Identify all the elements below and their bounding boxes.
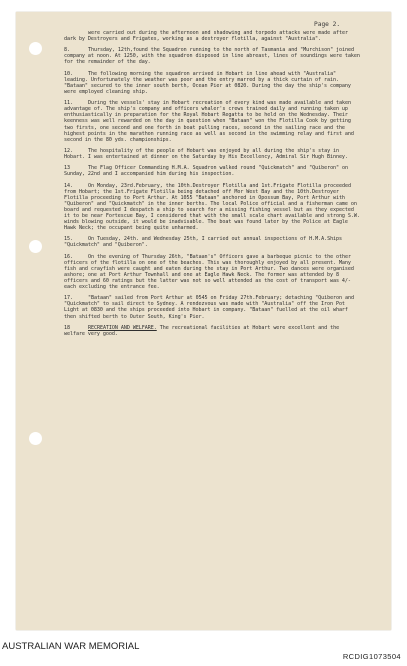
paragraph-number: 18 xyxy=(64,324,70,331)
paragraph-number: 17. xyxy=(64,295,73,302)
paragraph-text: The hospitality of the people of Hobart was enjoyed by all during the ship's stay in Hobart. I was entertained at dinner on the Saturday by His Excellency, Admiral Sir Hugh Binney. xyxy=(64,147,348,160)
paragraph-text: On the evening of Thursday 26th, "Bataan's" Officers gave a barbeque picnic to the other officers of the flotilla on one of the beaches. This was thoroughly enjoyed by all present. Many fish and crayfish were caught and eaten during the stay in Port Arthur. Two dances were organised ashore; one at Port Arthur Townhall and one at Eagle Hawk Neck. The former was attended by 8 officers and 60 ratings but the latter was not so well attended as the cost of transport was 4/- each excluding the entrance fee. xyxy=(64,253,354,291)
paragraph-number: 16. xyxy=(64,253,73,260)
punch-hole xyxy=(29,240,42,253)
paragraph xyxy=(64,47,360,65)
archive-footer xyxy=(0,636,407,666)
section-heading: RECREATION AND WELFARE. xyxy=(88,324,157,331)
paragraph xyxy=(64,100,360,142)
paragraph xyxy=(64,254,360,290)
paragraph xyxy=(64,71,360,95)
archive-reference: RCDIG1073504 xyxy=(342,652,401,661)
paragraph: were carried out during the afternoon and shadowing and torpedo attacks were made after dark by Destroyers and Frigates, working as a destroyer flotilla, against "Australia". xyxy=(64,30,348,43)
paragraph-number: 12. xyxy=(64,147,73,154)
paragraph-text: Thursday, 12th,found the Squadron running to the north of Tasmania and "Murchison" joined company at noon. At 1250, with the squadron disposed in line abreast, lines of soundings were taken for the remainder of the day. xyxy=(64,47,360,66)
paragraph-number: 10. xyxy=(64,70,73,77)
document-body xyxy=(64,30,360,342)
paragraph-text: The following morning the squadron arrived in Hobart in line ahead with "Australia" leading. Unfortunately the weather was poor and the entry marred by a thick curtain of rain. "Bataan" secured to the inner south berth, Ocean Pier at 0820. During the day the ship's company were employed cleaning ship. xyxy=(64,70,351,95)
paragraph-number: 13 xyxy=(64,165,70,172)
paragraph-number: 14. xyxy=(64,182,73,189)
paragraph-number: 8. xyxy=(64,47,70,54)
paragraph-number: 11. xyxy=(64,100,73,107)
paragraph-text: On Tuesday, 24th. and Wednesday 25th, I carried out annual inspections of H.M.A.Ships "Quickmatch" and "Quiberon". xyxy=(64,236,343,249)
paragraph-text: During the vessels' stay in Hobart recreation of every kind was made available and taken advantage of. The ship's company and officers whaler's crews trained daily and running taken up enthusiastically in preparation for the Royal Hobart Regatta to be held on the Wednesday. Their keenness was well rewarded on the day in question when "Bataan" won the Flotilla Cook by getting two firsts, one second and one forth in boat pulling races, second in the sailing race and the highest points in the marathon running race as well as second in the swimming relay and first and second in the 80 yds. championships. xyxy=(64,100,354,143)
punch-hole xyxy=(29,42,42,55)
paragraph xyxy=(64,236,360,248)
paragraph xyxy=(64,325,360,337)
paragraph-text: The recreational facilities at Hobart were excellent and the welfare very good. xyxy=(64,324,340,337)
archive-name: AUSTRALIAN WAR MEMORIAL xyxy=(2,641,140,652)
punch-hole xyxy=(29,432,42,445)
paragraph xyxy=(64,148,360,160)
paragraph-text: The Flag Officer Commanding H.M.A. Squadron walked round "Quickmatch" and "Quiberon" on Sunday, 22nd and I accompanied him during his inspection. xyxy=(64,165,348,178)
paragraph xyxy=(64,165,360,177)
paragraph-text: On Monday, 23rd.February, the 10th.Destroyer Flotilla and 1st.Frigate Flotilla proceeded from Hobart; the 1st.Frigate Flotilla being detached off Mor West Bay and the 10th.Destroyer Flotilla proceeding to Port Arthur. At 1055 "Bataan" anchored in Opossum Bay, Port Arthur with "Quiberon" and "Quickmatch" in the inner berths. The local Police official and a fisherman came on board and requested I despatch a ship to search for a missing fishing vessel but as they expected it to be near Fortescue Bay, I considered that with the small scale chart available and strong S.W. winds blowing outside, it would be inadvisable. The boat was found later by the Police at Eagle Hawk Neck; the occupant being quite unharmed. xyxy=(64,182,360,232)
paragraph xyxy=(64,295,360,319)
paragraph-number: 15. xyxy=(64,236,73,243)
paragraph xyxy=(64,183,360,231)
page-number: Page 2. xyxy=(314,21,341,28)
paragraph-text: "Bataan" sailed from Port Arthur at 0545 on Friday 27th.February; detaching "Quiberon and "Quickmatch" to sail direct to Sydney. A rendezvous was made with "Australia" off the Iron Pot Light at 0830 and the ships proceeded into Hobart in company. "Bataan" fuelled at the oil wharf then shifted berth to Outer South, King's Pier. xyxy=(64,295,354,320)
